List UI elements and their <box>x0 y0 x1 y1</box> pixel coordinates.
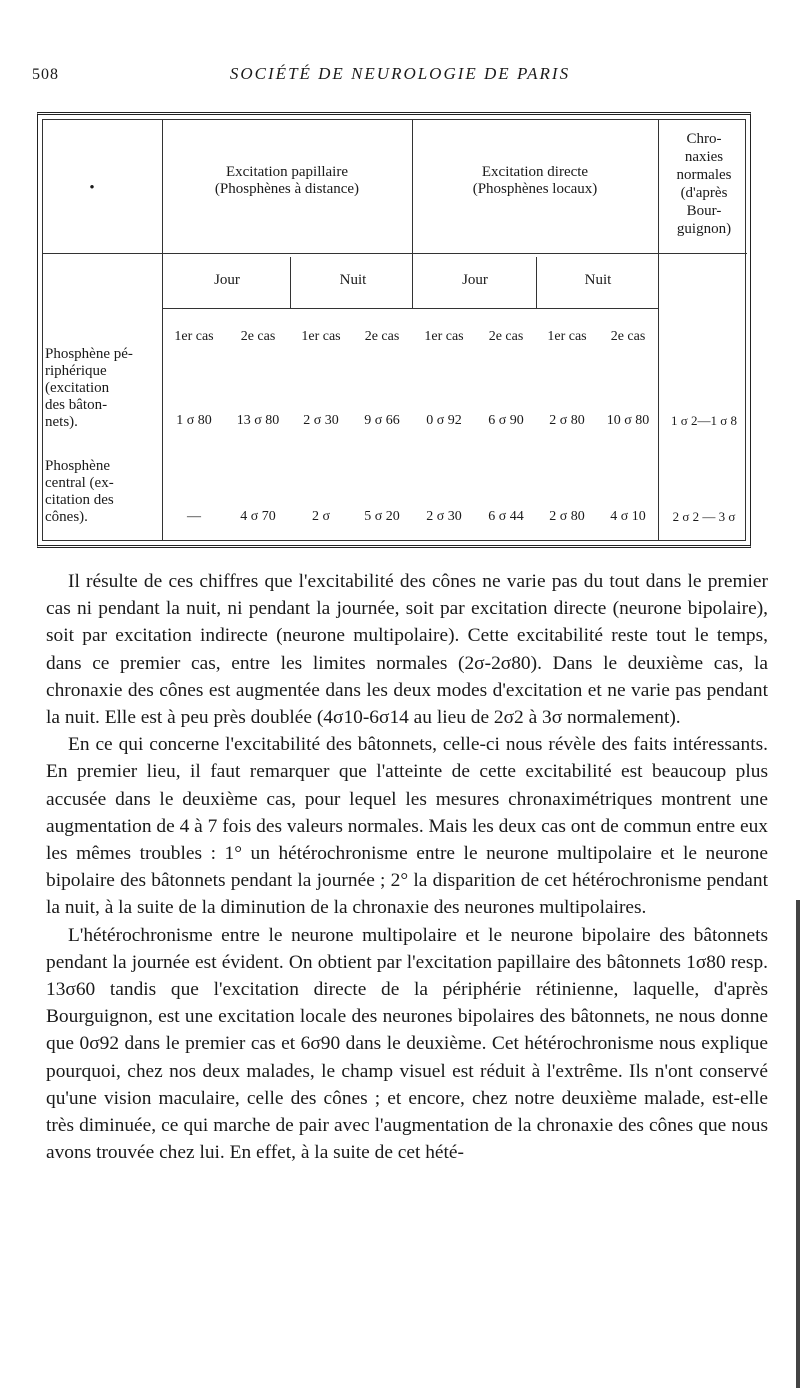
group-header-papillaire: Excitation papillaire (Phosphènes à distance) <box>214 164 360 197</box>
table-cell: 2 σ 30 <box>426 509 462 524</box>
table-cell: 2 σ <box>311 509 331 524</box>
period-jour-2: Jour <box>462 272 488 288</box>
case-header: 1er cas <box>547 329 587 344</box>
table-cell: 10 σ 80 <box>606 413 650 428</box>
period-jour-1: Jour <box>214 272 240 288</box>
case-header: 1er cas <box>301 329 341 344</box>
page-header <box>0 64 800 92</box>
table-cell: 2 σ 80 <box>549 413 585 428</box>
row-label-central: Phosphène central (ex- citation des cônes). <box>45 458 114 525</box>
table-cell: 0 σ 92 <box>426 413 462 428</box>
table-cell: 4 σ 10 <box>610 509 646 524</box>
period-nuit-2: Nuit <box>584 272 612 288</box>
page-number: 508 <box>32 66 59 83</box>
normal-range-cell: 2 σ 2 — 3 σ <box>672 509 736 524</box>
case-header: 2e cas <box>240 329 276 344</box>
row-label-peripherique: Phosphène pé- riphérique (excitation des bâton- nets). <box>45 346 133 430</box>
table-cell: 6 σ 44 <box>488 509 524 524</box>
table-cell: 1 σ 80 <box>176 413 212 428</box>
body-text <box>46 568 768 1166</box>
binding-edge <box>796 900 800 1388</box>
row-divider-periods <box>162 308 658 309</box>
col-divider-normal <box>658 120 659 540</box>
running-title: SOCIÉTÉ DE NEUROLOGIE DE PARIS <box>229 64 571 83</box>
header-marker: • <box>89 180 95 196</box>
case-header: 2e cas <box>364 329 400 344</box>
col-divider-jour-nuit-1 <box>290 257 291 308</box>
table-cell: 13 σ 80 <box>236 413 280 428</box>
paragraph: Il résulte de ces chiffres que l'excitabilité des cônes ne varie pas du tout dans le premier cas ni pendant la nuit, ni pendant la journée, soit par excitation directe (neurone bipolaire), soit par excitation indirecte (neurone multipolaire). Cette excitabilité reste tout le temps, dans ce premier cas, entre les limites normales (2σ-2σ80). Dans le deuxième cas, la chronaxie des cônes est augmentée dans les deux modes d'excitation et ne varie pas pendant la nuit. Elle est à peu près doublée (4σ10-6σ14 au lieu de 2σ2 à 3σ normalement). <box>46 571 768 729</box>
case-header: 1er cas <box>174 329 214 344</box>
table-cell: 6 σ 90 <box>488 413 524 428</box>
case-header: 1er cas <box>424 329 464 344</box>
paragraph: En ce qui concerne l'excitabilité des bâtonnets, celle-ci nous révèle des faits intéressants. En premier lieu, il faut remarquer que l'atteinte de cette excitabilité est beaucoup plus accusée dans le deuxième cas, pour lequel les mesures chronaximétriques montrent une augmentation de 4 à 7 fois des valeurs normales. Mais les deux cas ont de commun entre eux les mêmes troubles : 1° un hétérochronisme entre le neurone multipolaire et le neurone bipolaire des bâtonnets pendant la journée ; 2° la disparition de cet hétérochronisme pendant la nuit, à la suite de la diminution de la chronaxie des neurones multipolaires. <box>46 734 768 919</box>
table-cell: — <box>187 509 201 524</box>
case-header: 2e cas <box>610 329 646 344</box>
group-header-directe: Excitation directe (Phosphènes locaux) <box>472 164 598 197</box>
table-cell: 5 σ 20 <box>364 509 400 524</box>
paragraph: L'hétérochronisme entre le neurone multipolaire et le neurone bipolaire des bâtonnets pendant la journée est évident. On obtient par l'excitation papillaire des bâtonnets 1σ80 resp. 13σ60 tandis que l'excitation directe de la périphérie rétinienne, laquelle, d'après Bourguignon, est une excitation locale des neurones bipolaires des bâtonnets, ne nous donne que 0σ92 dans le premier cas et 6σ90 dans le deuxième. Cet hétérochronisme nous explique pourquoi, chez nos deux malades, le champ visuel est réduit à l'extrême. Ils n'ont conservé qu'une vision maculaire, celle des cônes ; et encore, chez notre deuxième malade, est-elle très diminuée, ce qui marche de pair avec l'augmentation de la chronaxie des cônes que nous avons trouvée chez lui. En effet, à la suite de cet hété- <box>46 924 768 1164</box>
table-inner-border <box>42 119 746 541</box>
chronaxie-table <box>37 112 751 548</box>
group-header-normales: Chro- naxies normales (d'après Bour- guignon) <box>676 131 732 237</box>
period-nuit-1: Nuit <box>339 272 367 288</box>
normal-range-cell: 1 σ 2—1 σ 8 <box>670 413 737 428</box>
table-cell: 2 σ 30 <box>303 413 339 428</box>
table-cell: 9 σ 66 <box>364 413 400 428</box>
table-cell: 4 σ 70 <box>240 509 276 524</box>
case-header: 2e cas <box>488 329 524 344</box>
table-cell: 2 σ 80 <box>549 509 585 524</box>
row-divider-groups <box>43 253 747 254</box>
col-divider-jour-nuit-2 <box>536 257 537 308</box>
